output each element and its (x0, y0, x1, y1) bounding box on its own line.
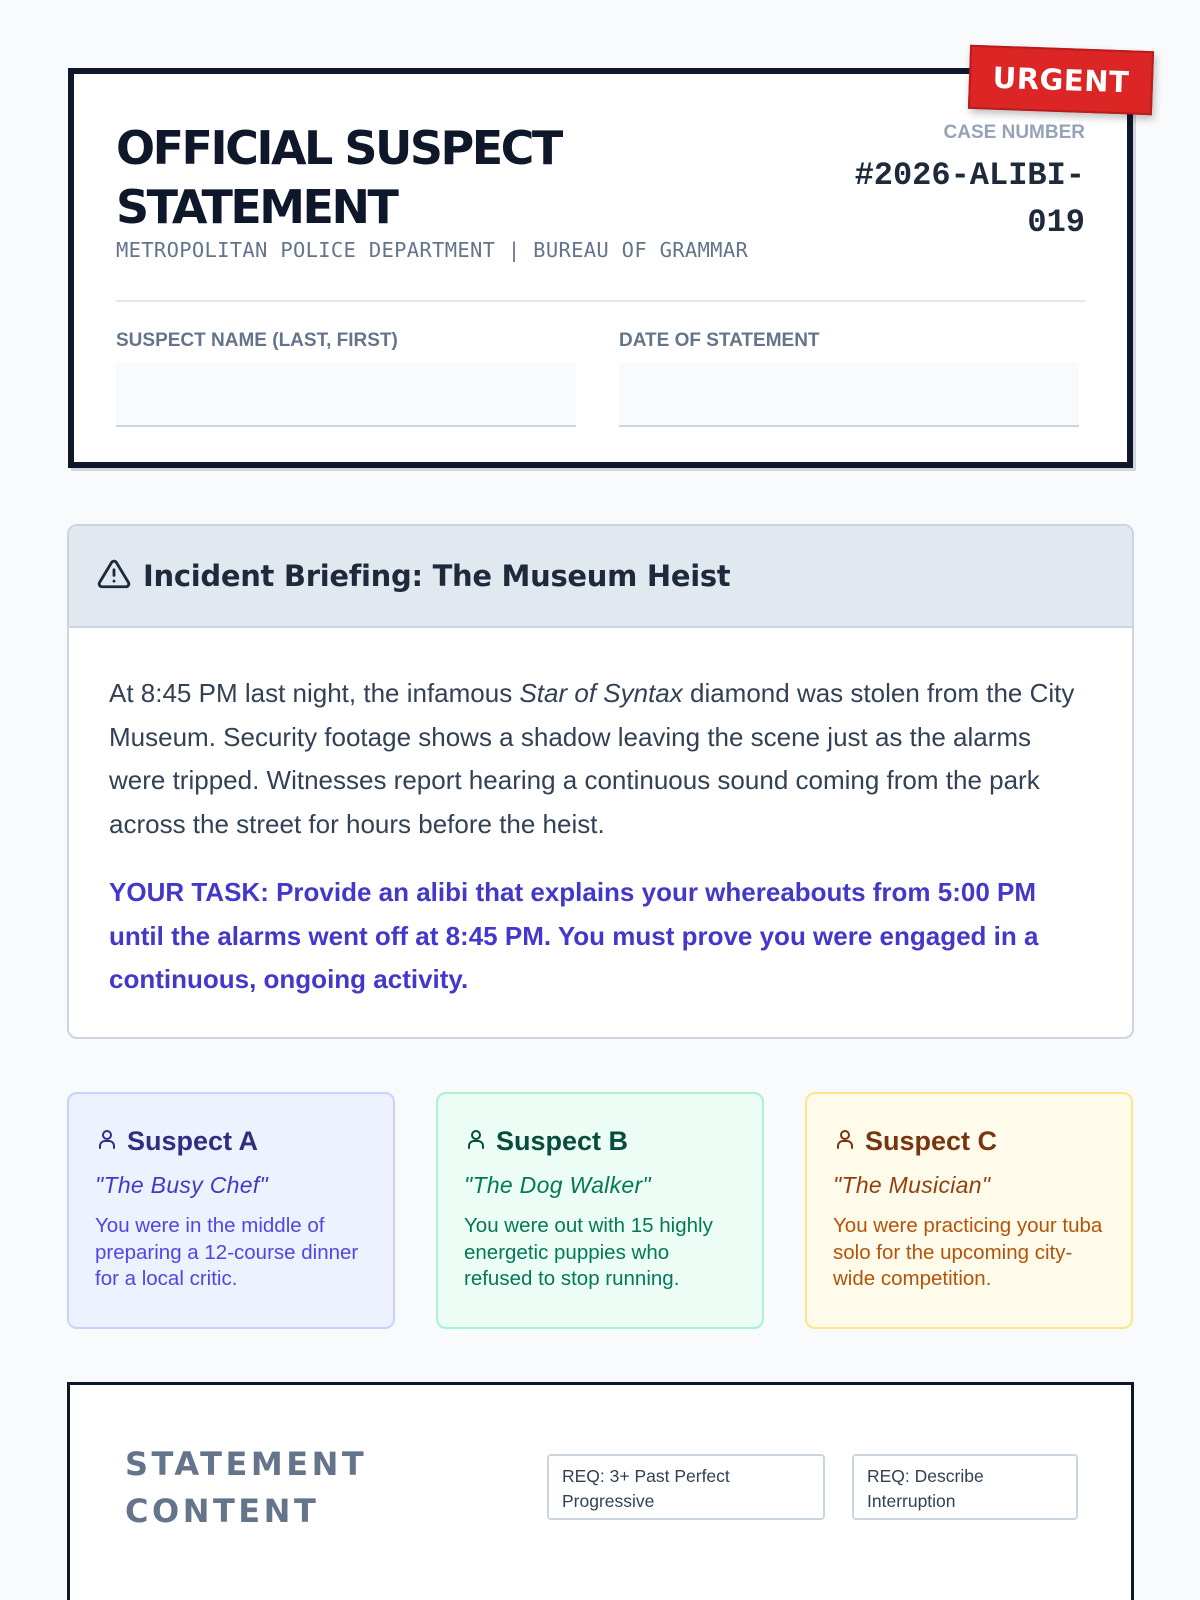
briefing-title: Incident Briefing: The Museum Heist (143, 559, 731, 593)
suspect-card-c[interactable] (805, 1092, 1133, 1329)
suspect-role: "The Busy Chef" (95, 1172, 268, 1198)
suspect-description: You were in the middle of preparing a 12-course dinner for a local critic. (95, 1214, 359, 1290)
suspect-description: You were practicing your tuba solo for the upcoming city-wide competition. (833, 1214, 1103, 1290)
user-icon (95, 1127, 127, 1156)
suspect-name: Suspect A (127, 1125, 259, 1156)
warning-triangle-icon (97, 557, 143, 596)
suspect-card-a[interactable] (67, 1092, 395, 1329)
suspect-role: "The Musician" (833, 1172, 991, 1198)
urgent-stamp: URGENT (968, 45, 1154, 115)
briefing-header (69, 526, 1132, 628)
incident-briefing-card (67, 524, 1134, 1039)
briefing-text: At 8:45 PM last night, the infamous Star of Syntax diamond was stolen from the City Museum. Security footage shows a shadow leaving the scene just as the alarms were tripped. Witnesses report hearing a continuous sound coming from the park across the street for hours before the heist. (109, 678, 1075, 839)
suspect-name-input[interactable] (116, 362, 576, 427)
user-icon (833, 1127, 865, 1156)
suspect-name-label: SUSPECT NAME (LAST, FIRST) (116, 330, 398, 351)
requirement-badge: REQ: 3+ Past Perfect Progressive (547, 1454, 825, 1520)
user-icon (464, 1127, 496, 1156)
task-instructions: YOUR TASK: Provide an alibi that explains your whereabouts from 5:00 PM until the alarms went off at 8:45 PM. You must prove you were engaged in a continuous, ongoing activity. (109, 877, 1039, 994)
statement-date-input[interactable] (619, 362, 1079, 427)
suspect-name: Suspect C (865, 1125, 998, 1156)
suspect-card-b[interactable] (436, 1092, 764, 1329)
case-header-card (68, 68, 1133, 468)
statement-title: STATEMENT CONTENT (125, 1445, 368, 1530)
suspect-role: "The Dog Walker" (464, 1172, 651, 1198)
statement-content-card (67, 1382, 1134, 1600)
page-title: OFFICIAL SUSPECT STATEMENT (116, 121, 561, 234)
header-divider (116, 300, 1085, 302)
statement-date-label: DATE OF STATEMENT (619, 330, 820, 351)
suspect-description: You were out with 15 highly energetic puppies who refused to stop running. (464, 1214, 713, 1290)
case-number: #2026-ALIBI-019 (854, 157, 1085, 241)
suspect-name: Suspect B (496, 1125, 629, 1156)
diamond-name: Star of Syntax (519, 678, 683, 708)
department-subtitle: METROPOLITAN POLICE DEPARTMENT | BUREAU OF GRAMMAR (116, 238, 749, 262)
case-number-label: CASE NUMBER (943, 122, 1085, 143)
requirement-badge: REQ: Describe Interruption (852, 1454, 1078, 1520)
